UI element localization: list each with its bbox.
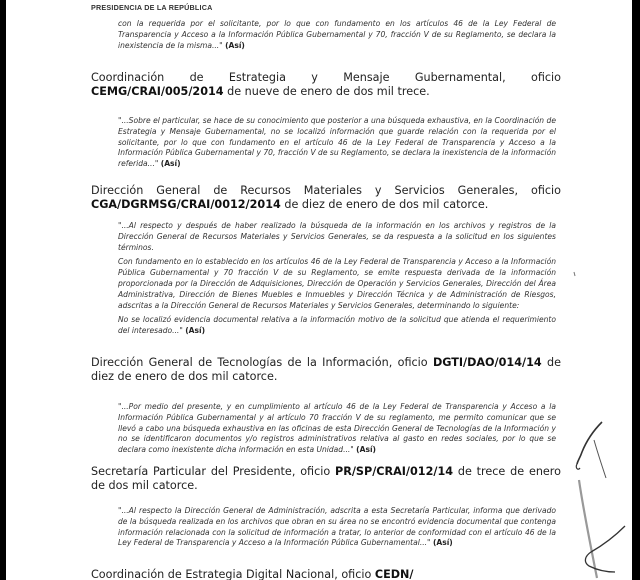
- quote-text: "...Al respecto la Dirección General de Administración, adscrita a esta Secretaría Particular, informa que derivado de la búsqueda realizada en los archivos que obran en su área no se encontró evidencia documental que contenga información relacionada con la solicitud de información a tratar, lo anterior de conformidad con el artículo 46 de la Ley Federal de Transparencia y Acceso a la Información Pública Gubernamental...": [118, 506, 556, 548]
- asi-marker: (Así): [432, 538, 453, 548]
- section-heading-dgrmsg: [91, 184, 561, 212]
- oficio-code: CEDN/: [374, 568, 414, 580]
- quote-cemg: [118, 116, 556, 174]
- section-heading-sp: [91, 465, 561, 493]
- heading-date: de trece de enero de dos mil catorce.: [91, 465, 562, 492]
- heading-date: de nueve de enero de dos mil trece.: [223, 85, 430, 98]
- section-heading-dgti: [91, 356, 561, 384]
- quote-dgrmsg: [118, 221, 556, 341]
- heading-text: Dirección General de Recursos Materiales y Servicios Generales, oficio: [91, 184, 561, 197]
- signature-stroke-icon: [575, 478, 630, 580]
- asi-marker: (Así): [356, 445, 376, 455]
- quote-paragraph: "...Al respecto y después de haber realizado la búsqueda de la información en los archivos y registros de la Dirección General de Recursos Materiales y Servicios Generales, se da respuesta a la solicitud en los siguientes términos.: [118, 221, 556, 252]
- heading-text: Coordinación de Estrategia y Mensaje Gubernamental, oficio: [91, 71, 561, 84]
- quote-text: "...Sobre el particular, se hace de su conocimiento que posterior a una búsqueda exhaustiva, en la Coordinación de Estrategia y Mensaje Gubernamental, no se localizó información que guarde relación con la requerida por el solicitante, por lo que con fundamento en el artículo 46 de la Ley Federal de Transparencia y Acceso a la Información Pública Gubernamental y 70, fracción V de su Reglamento, se declara la inexistencia de la información referida...": [118, 116, 556, 169]
- scan-edge-right: [632, 0, 640, 580]
- quote-paragraph: No se localizó evidencia documental relativa a la información motivo de la solicitud que atienda el requerimiento del interesado...": [118, 315, 556, 336]
- page-header: PRESIDENCIA DE LA REPÚBLICA: [91, 3, 213, 12]
- asi-marker: (Así): [185, 326, 206, 336]
- oficio-code: CGA/DGRMSG/CRAI/0012/2014: [91, 198, 281, 211]
- quote-text: con la requerida por el solicitante, por lo que con fundamento en los artículos 46 de la Ley Federal de Transparencia y Acceso a la Información Pública Gubernamental y 70, fracción V de su Reglamento, se declara la inexistencia de la misma...": [118, 19, 556, 50]
- quote-paragraph: Con fundamento en lo establecido en los artículos 46 de la Ley Federal de Transparencia y Acceso a la Información Pública Gubernamental y 70 fracción V de su Reglamento, se emite respuesta derivada de la información proporcionada por la Dirección de Adquisiciones, Dirección de Operación y Servicios Generales, Dirección del Área Administrativa, Dirección de Bienes Muebles e Inmuebles y Dirección Técnica y de Administración de Riesgos, adscritas a la Dirección General de Recursos Materiales y Servicios Generales, determinando lo siguiente:: [118, 257, 556, 310]
- heading-date: de diez de enero de dos mil catorce.: [91, 356, 561, 383]
- heading-date: de diez de enero de dos mil catorce.: [280, 198, 489, 211]
- oficio-code: PR/SP/CRAI/012/14: [335, 465, 454, 478]
- scan-edge-left: [0, 0, 6, 580]
- heading-text: Coordinación de Estrategia Digital Nacional, oficio: [91, 568, 375, 580]
- quote-sp: [118, 506, 556, 553]
- asi-marker: (Así): [225, 40, 245, 50]
- section-heading-cedn-cutoff: [91, 568, 631, 580]
- heading-text: Dirección General de Tecnologías de la Información, oficio: [91, 356, 433, 369]
- oficio-code: DGTI/DAO/014/14: [432, 356, 542, 369]
- quote-dgti: [118, 402, 556, 460]
- quote-text: "...Por medio del presente, y en cumplimiento al artículo 46 de la Ley Federal de Transparencia y Acceso a la Información Pública Gubernamental y al artículo 70 fracción V de su reglamento, me permito comunicar que se llevó a cabo una búsqueda exhaustiva en las oficinas de esta Dirección General de Tecnologías de la Información y no se identificaron documentos y/o registros administrativos relativa al gasto en redes sociales, por lo que se declara como inexistente dicha información en esta Unidad...": [118, 402, 556, 455]
- quote-continued: [118, 19, 556, 55]
- oficio-code: CEMG/CRAI/005/2014: [91, 85, 224, 98]
- heading-text: Secretaría Particular del Presidente, oficio: [91, 465, 336, 478]
- section-heading-cemg: [91, 71, 561, 99]
- asi-marker: (Así): [160, 159, 181, 169]
